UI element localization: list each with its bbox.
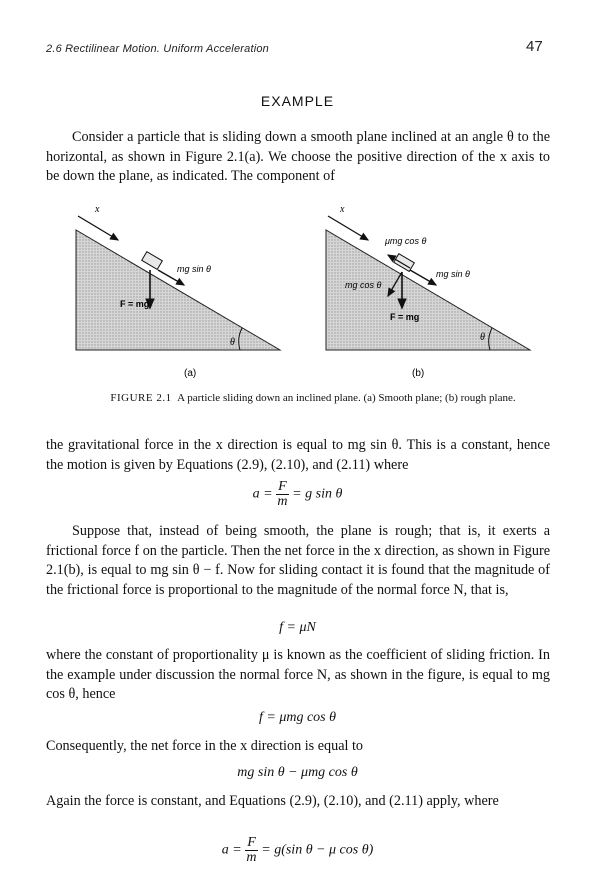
eq5-denominator: m [246, 850, 257, 865]
running-header: 2.6 Rectilinear Motion. Uniform Acceleration [46, 43, 269, 55]
example-heading: EXAMPLE [260, 93, 335, 109]
eq1-denominator: m [277, 494, 288, 509]
x-label-b: x [340, 204, 345, 215]
incline-b [326, 230, 530, 350]
normal-label-b: mg cos θ [345, 280, 382, 290]
block-b [394, 254, 415, 272]
panel-b [326, 204, 530, 379]
equation-2: f = μN [279, 620, 316, 635]
panel-label-a: (a) [184, 368, 197, 379]
eq1-rhs: = g sin θ [292, 486, 343, 502]
eq1-numerator: F [278, 479, 287, 494]
page-number: 47 [526, 38, 543, 55]
force-along-label-b: mg sin θ [436, 269, 470, 279]
angle-label-b: θ [480, 332, 485, 343]
eq1-lhs: a = [252, 486, 273, 502]
eq5-rhs: = g(sin θ − μ cos θ) [261, 842, 374, 858]
eq5-lhs: a = [221, 842, 242, 858]
panel-label-b: (b) [412, 368, 425, 379]
friction-label-b: μmg cos θ [385, 236, 427, 246]
incline-a [76, 230, 280, 350]
paragraph-intro: Consider a particle that is sliding down a smooth plane inclined at an angle θ to the horizontal, as shown in Figure 2.1(a). We choose the positive direction of the x axis to be down the plane, as indicated. The component of [46, 129, 550, 184]
paragraph-again: Again the force is constant, and Equations (2.9), (2.10), and (2.11) apply, where [46, 793, 499, 809]
panel-a [76, 204, 280, 379]
caption-label: FIGURE 2.1 [110, 392, 172, 404]
paragraph-net-force: Consequently, the net force in the x direction is equal to [46, 738, 364, 754]
eq1-fraction [276, 480, 289, 509]
eq5-numerator: F [247, 835, 256, 850]
figure-2-1 [70, 200, 540, 385]
gravity-label-a: F = mg [120, 299, 150, 309]
paragraph-coefficient: where the constant of proportionality μ is known as the coefficient of sliding friction. In the example under discussion the normal force N, as shown in the figure, is equal to mg cos θ, hence [46, 647, 550, 702]
force-along-label-a: mg sin θ [177, 264, 211, 274]
angle-label-a: θ [230, 337, 235, 348]
equation-1 [0, 480, 595, 509]
block-a [142, 252, 163, 270]
eq5-fraction [245, 836, 258, 865]
equation-3: f = μmg cos θ [258, 710, 336, 725]
figure-caption [78, 391, 548, 406]
x-label-a: x [95, 204, 100, 215]
caption-text: A particle sliding down an inclined plane. (a) Smooth plane; (b) rough plane. [177, 392, 516, 404]
paragraph-rough: Suppose that, instead of being smooth, the plane is rough; that is, it exerts a frictional force f on the particle. Then the net force in the x direction, as shown in Figure 2.1(b), is equal to mg sin θ − f. Now for sliding contact it is found that the magnitude of the frictional force is proportional to the magnitude of the normal force N, that is, [46, 523, 550, 598]
equation-5 [0, 836, 595, 865]
paragraph-gravitational: the gravitational force in the x direction is equal to mg sin θ. This is a constant, hence the motion is given by Equations (2.9), (2.10), and (2.11) where [46, 437, 550, 473]
equation-4: mg sin θ − μmg cos θ [237, 765, 358, 780]
gravity-label-b: F = mg [390, 312, 420, 322]
